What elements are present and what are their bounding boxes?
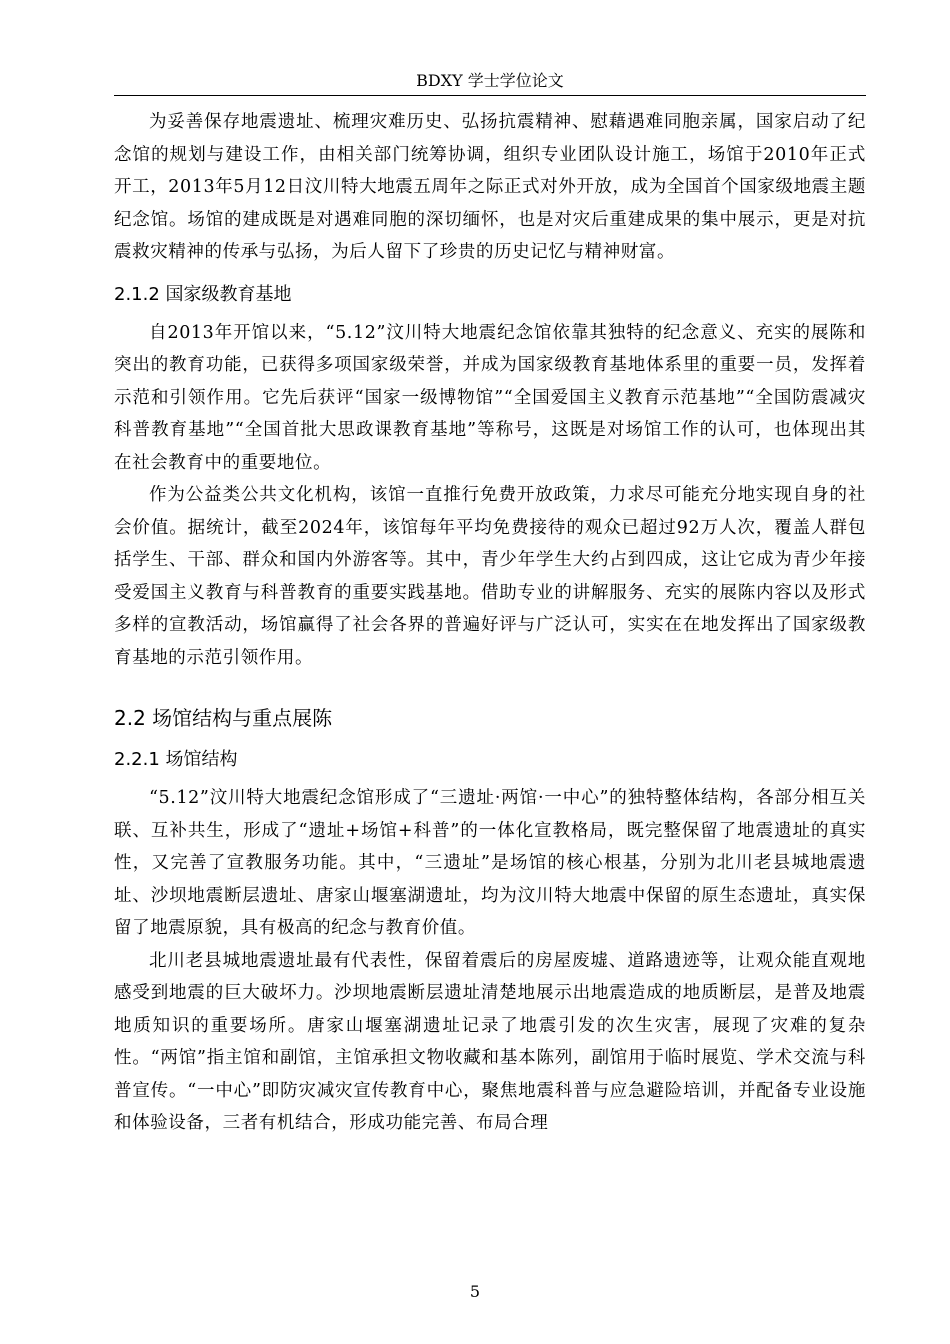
header-rule (114, 95, 866, 96)
page-number: 5 (469, 1282, 481, 1301)
page-body (114, 106, 866, 1140)
heading-2-2-1: 2.2.1 场馆结构 (114, 749, 238, 770)
paragraph-2-2-1-a: “5.12”汶川特大地震纪念馆形成了“三遗址·两馆·一中心”的独特整体结构，各部分相互关联、互补共生，形成了“遗址+场馆+科普”的一体化宣教格局，既完整保留了地震遗址的真实性，又完善了宣教服务功能。其中，“三遗址”是场馆的核心根基，分别为北川老县城地震遗址、沙坝地震断层遗址、唐家山堰塞湖遗址，均为汶川特大地震中保留的原生态遗址，真实保留了地震原貌，具有极高的纪念与教育价值。 (114, 788, 866, 938)
heading-2-1-2: 2.1.2 国家级教育基地 (114, 283, 292, 305)
intro-paragraph: 为妥善保存地震遗址、梳理灾难历史、弘扬抗震精神、慰藉遇难同胞亲属，国家启动了纪念馆的规划与建设工作，由相关部门统筹协调，组织专业团队设计施工，场馆于2010年正式开工，2013年5月12日汶川特大地震五周年之际正式对外开放，成为全国首个国家级地震主题纪念馆。场馆的建成既是对遇难同胞的深切缅怀，也是对灾后重建成果的集中展示，更是对抗震救灾精神的传承与弘扬，为后人留下了珍贵的历史记忆与精神财富。 (114, 112, 866, 262)
paragraph-2-1-2-a: 自2013年开馆以来，“5.12”汶川特大地震纪念馆依靠其独特的纪念意义、充实的展陈和突出的教育功能，已获得多项国家级荣誉，并成为国家级教育基地体系里的重要一员，发挥着示范和引领作用。它先后获评“国家一级博物馆”“全国爱国主义教育示范基地”“全国防震减灾科普教育基地”“全国首批大思政课教育基地”等称号，这既是对场馆工作的认可，也体现出其在社会教育中的重要地位。 (114, 322, 866, 473)
paragraph-2-2-1-b: 北川老县城地震遗址最有代表性，保留着震后的房屋废墟、道路遗迹等，让观众能直观地感受到地震的巨大破坏力。沙坝地震断层遗址清楚地展示出地震造成的地质断层，是普及地震地质知识的重要场所。唐家山堰塞湖遗址记录了地震引发的次生灾害，展现了灾难的复杂性。“两馆”指主馆和副馆，主馆承担文物收藏和基本陈列，副馆用于临时展览、学术交流与科普宣传。“一中心”即防灾减灾宣传教育中心，聚焦地震科普与应急避险培训，并配备专业设施和体验设备，三者有机结合，形成功能完善、布局合理 (114, 950, 866, 1133)
heading-2-2: 2.2 场馆结构与重点展陈 (114, 706, 333, 730)
paragraph-2-1-2-b: 作为公益类公共文化机构，该馆一直推行免费开放政策，力求尽可能充分地实现自身的社会价值。据统计，截至2024年，该馆每年平均免费接待的观众已超过92万人次，覆盖人群包括学生、干部、群众和国内外游客等。其中，青少年学生大约占到四成，这让它成为青少年接受爱国主义教育与科普教育的重要实践基地。借助专业的讲解服务、充实的展陈内容以及形式多样的宣教活动，场馆赢得了社会各界的普遍好评与广泛认可，实实在在地发挥出了国家级教育基地的示范引领作用。 (114, 485, 866, 668)
running-header: BDXY 学士学位论文 (416, 71, 564, 90)
